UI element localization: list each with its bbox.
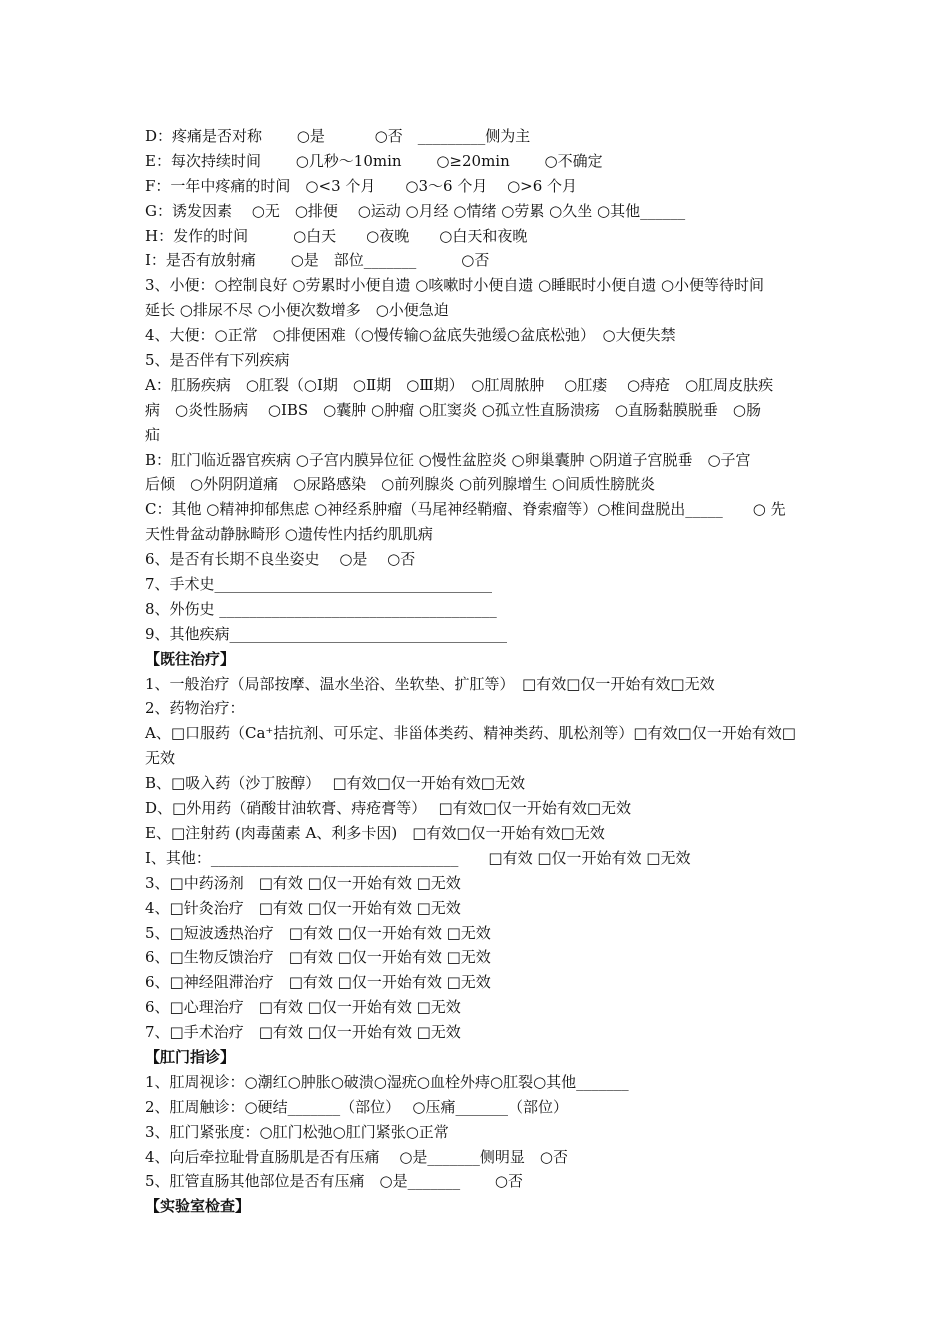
- form-line: 疝: [145, 425, 161, 444]
- form-line: 2、肛周触诊：○硬结_______（部位） ○压痛_______（部位）: [145, 1097, 568, 1116]
- form-line: B：肛门临近器官疾病 ○子宫内膜异位征 ○慢性盆腔炎 ○卵巢囊肿 ○阴道子宫脱垂 ○子宫: [145, 450, 751, 469]
- form-line: 1、一般治疗（局部按摩、温水坐浴、坐软垫、扩肛等） □有效□仅一开始有效□无效: [145, 674, 715, 693]
- form-line: 5、肛管直肠其他部位是否有压痛 ○是_______ ○否: [145, 1172, 523, 1191]
- form-line: I：是否有放射痛 ○是 部位_______ ○否: [145, 251, 490, 270]
- form-line: A、□口服药（Ca⁺拮抗剂、可乐定、非甾体类药、精神类药、肌松剂等）□有效□仅一开始有效□: [145, 724, 796, 743]
- form-line: 6、□心理治疗 □有效 □仅一开始有效 □无效: [145, 998, 461, 1017]
- form-line: I、其他：_________________________________ □有效 □仅一开始有效 □无效: [145, 848, 691, 867]
- form-line: 7、□手术治疗 □有效 □仅一开始有效 □无效: [145, 1023, 461, 1042]
- form-line: D：疼痛是否对称 ○是 ○否 _________侧为主: [145, 127, 531, 145]
- form-line: G：诱发因素 ○无 ○排便 ○运动 ○月经 ○情绪 ○劳累 ○久坐 ○其他______: [145, 201, 686, 220]
- form-line: 无效: [145, 749, 176, 768]
- form-line: E、□注射药 (肉毒菌素 A、利多卡因) □有效□仅一开始有效□无效: [145, 823, 605, 842]
- form-line: 6、是否有长期不良坐姿史 ○是 ○否: [145, 550, 416, 569]
- document-body: [145, 124, 845, 1219]
- form-line: 3、小便：○控制良好 ○劳累时小便自遗 ○咳嗽时小便自遗 ○睡眠时小便自遗 ○小便等待时间: [145, 276, 765, 295]
- form-line: 延长 ○排尿不尽 ○小便次数增多 ○小便急迫: [145, 301, 449, 320]
- section-heading: 【肛门指诊】: [145, 1047, 236, 1066]
- form-line: 后倾 ○外阴阴道痛 ○尿路感染 ○前列腺炎 ○前列腺增生 ○间质性膀胱炎: [145, 475, 655, 494]
- form-line: D、□外用药（硝酸甘油软膏、痔疮膏等） □有效□仅一开始有效□无效: [145, 799, 631, 818]
- form-line: 6、□生物反馈治疗 □有效 □仅一开始有效 □无效: [145, 948, 491, 967]
- form-line: B、□吸入药（沙丁胺醇） □有效□仅一开始有效□无效: [145, 774, 525, 793]
- form-line: 5、是否伴有下列疾病: [145, 351, 290, 370]
- form-line: 5、□短波透热治疗 □有效 □仅一开始有效 □无效: [145, 923, 491, 942]
- form-line: 6、□神经阻滞治疗 □有效 □仅一开始有效 □无效: [145, 973, 491, 992]
- form-line: 4、□针灸治疗 □有效 □仅一开始有效 □无效: [145, 898, 461, 917]
- section-heading: 【实验室检查】: [145, 1197, 251, 1216]
- form-line: F：一年中疼痛的时间 ○<3 个月 ○3～6 个月 ○>6 个月: [145, 176, 578, 195]
- form-line: 病 ○炎性肠病 ○IBS ○囊肿 ○肿瘤 ○肛窦炎 ○孤立性直肠溃疡 ○直肠黏膜脱垂 ○肠: [145, 400, 762, 419]
- form-line: 4、大便：○正常 ○排便困难（○慢传输○盆底失弛缓○盆底松弛） ○大便失禁: [145, 326, 676, 345]
- form-line: 8、外伤史 _____________________________________: [145, 599, 497, 618]
- form-line: 7、手术史_____________________________________: [145, 575, 493, 594]
- form-line: E：每次持续时间 ○几秒～10min ○≥20min ○不确定: [145, 151, 603, 170]
- form-line: 1、肛周视诊：○潮红○肿胀○破溃○湿疣○血栓外痔○肛裂○其他_______: [145, 1072, 629, 1091]
- form-line: 3、肛门紧张度：○肛门松弛○肛门紧张○正常: [145, 1122, 449, 1141]
- section-heading: 【既往治疗】: [145, 649, 236, 668]
- form-line: 9、其他疾病_____________________________________: [145, 624, 508, 643]
- form-line: 4、向后牵拉耻骨直肠肌是否有压痛 ○是_______侧明显 ○否: [145, 1147, 568, 1166]
- form-line: C：其他 ○精神抑郁焦虑 ○神经系肿瘤（马尾神经鞘瘤、脊索瘤等）○椎间盘脱出_____ ○ 先: [145, 500, 786, 519]
- form-line: A：肛肠疾病 ○肛裂（○Ⅰ期 ○Ⅱ期 ○Ⅲ期） ○肛周脓肿 ○肛瘘 ○痔疮 ○肛周皮肤疾: [145, 375, 774, 394]
- form-line: 天性骨盆动静脉畸形 ○遗传性内括约肌肌病: [145, 525, 433, 544]
- form-line: H：发作的时间 ○白天 ○夜晚 ○白天和夜晚: [145, 226, 528, 245]
- form-line: 3、□中药汤剂 □有效 □仅一开始有效 □无效: [145, 873, 461, 892]
- form-line: 2、药物治疗：: [145, 699, 245, 718]
